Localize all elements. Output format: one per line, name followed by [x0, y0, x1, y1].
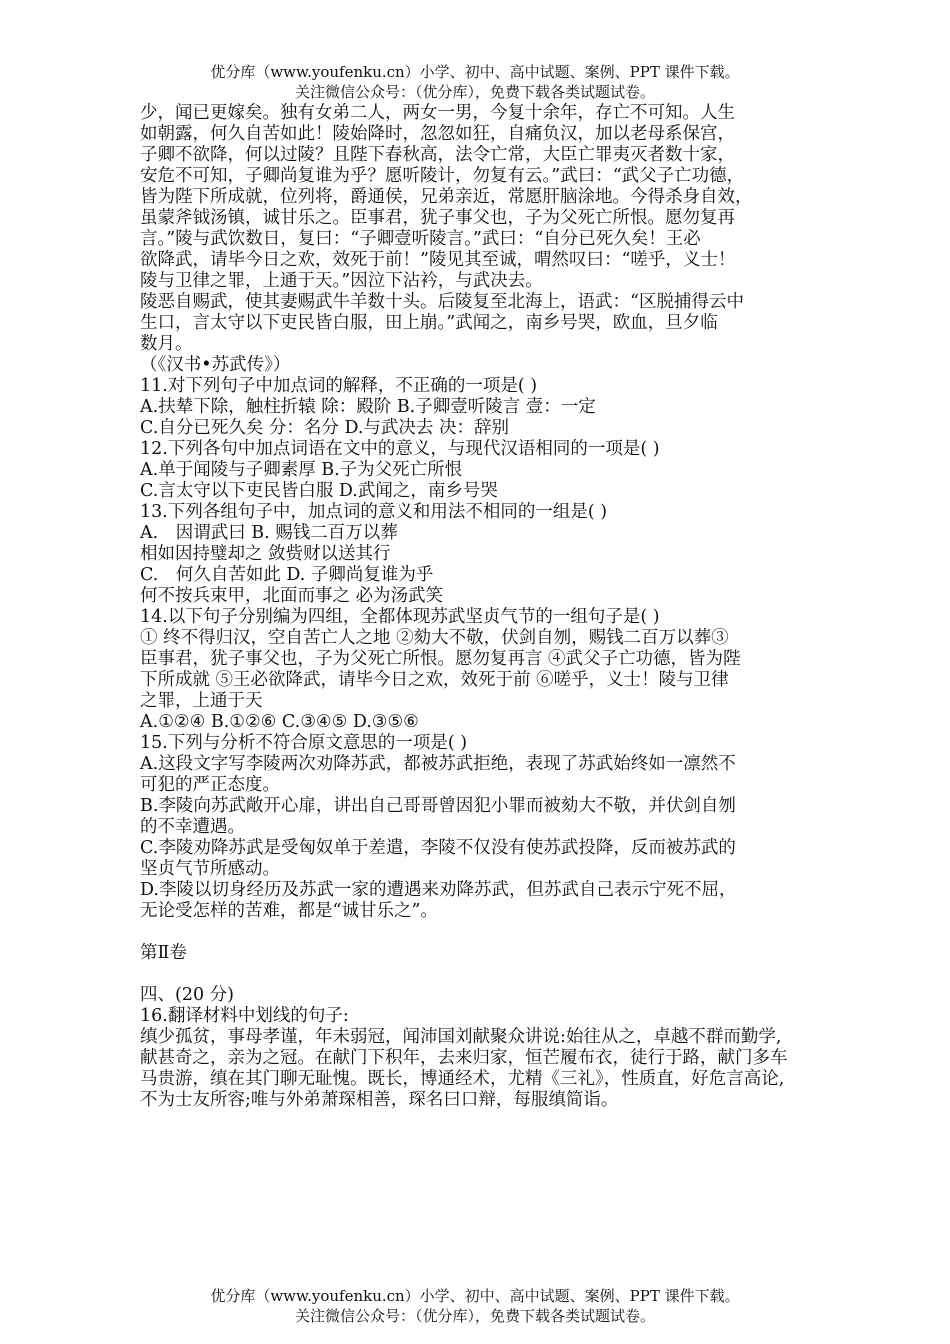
text-line: A. 因谓武曰 B. 赐钱二百万以葬: [140, 523, 398, 543]
text-line: C.自分已死久矣 分：名分 D.与武决去 决：辞别: [140, 418, 509, 438]
text-line: 生口，言太守以下吏民皆白服，田上崩。”武闻之，南乡号哭，欧血，旦夕临: [140, 313, 718, 333]
text-line: B.李陵向苏武敞开心扉，讲出自己哥哥曾因犯小罪而被劾大不敬，并伏剑自刎: [140, 796, 736, 816]
page-header: [0, 62, 950, 102]
text-line: 四、(20 分): [140, 985, 234, 1005]
text-line: 陵恶自赐武，使其妻赐武牛羊数十头。后陵复至北海上，语武：“区脱捕得云中: [140, 292, 744, 312]
header-line-2: 关注微信公众号：（优分库），免费下载各类试题试卷。: [294, 83, 655, 101]
text-line: 第Ⅱ卷: [140, 943, 187, 963]
text-line: 16.翻译材料中划线的句子:: [140, 1006, 349, 1026]
text-line: 马贵游，缜在其门聊无耻愧。既长，博通经术，尤精《三礼》，性质直，好危言高论,: [140, 1069, 785, 1089]
text-line: 的不幸遭遇。: [140, 817, 245, 837]
text-line: A.扶辇下除，触柱折辕 除：殿阶 B.子卿壹听陵言 壹：一定: [140, 397, 596, 417]
text-line: 11.对下列句子中加点词的解释，不正确的一项是( ): [140, 376, 538, 396]
text-line: 14.以下句子分别编为四组，全都体现苏武坚贞气节的一组句子是( ): [140, 607, 660, 627]
footer-line-2: 关注微信公众号：（优分库），免费下载各类试题试卷。: [294, 1307, 655, 1325]
document-body: [140, 103, 812, 1111]
text-line: 无论受怎样的苦难，都是“诚甘乐之”。: [140, 901, 438, 921]
blank-line: [140, 964, 812, 985]
header-line-1: 优分库（www.youfenku.cn）小学、初中、高中试题、案例、PPT 课件下载。: [210, 63, 740, 81]
text-line: 之罪，上通于天: [140, 691, 263, 711]
text-line: 相如因持璧却之 敛赀财以送其行: [140, 544, 391, 564]
text-line: A.这段文字写李陵两次劝降苏武，都被苏武拒绝，表现了苏武始终如一凛然不: [140, 754, 736, 774]
text-line: 坚贞气节所感动。: [140, 859, 280, 879]
text-line: A.单于闻陵与子卿素厚 B.子为父死亡所恨: [140, 460, 463, 480]
text-line: （《汉书•苏武传》）: [140, 355, 291, 375]
text-line: 陵与卫律之罪，上通于天。”因泣下沾衿，与武决去。: [140, 271, 543, 291]
text-line: 数月。: [140, 334, 193, 354]
text-line: C. 何久自苦如此 D. 子卿尚复谁为乎: [140, 565, 434, 585]
blank-line: [140, 922, 812, 943]
text-line: C.李陵劝降苏武是受匈奴单于差遣，李陵不仅没有使苏武投降，反而被苏武的: [140, 838, 736, 858]
text-line: 缜少孤贫，事母孝谨，年未弱冠，闻沛国刘献聚众讲说:始往从之，卓越不群而勤学,: [140, 1027, 782, 1047]
text-line: 如朝露，何久自苦如此！陵始降时，忽忽如狂，自痛负汉，加以老母系保宫，: [140, 124, 735, 144]
footer-line-1: 优分库（www.youfenku.cn）小学、初中、高中试题、案例、PPT 课件下载。: [210, 1287, 740, 1305]
text-line: 欲降武，请毕今日之欢，效死于前！”陵见其至诚，喟然叹曰：“嗟乎，义士！: [140, 250, 736, 270]
page-footer: [0, 1286, 950, 1326]
text-line: 可犯的严正态度。: [140, 775, 280, 795]
text-line: 献甚奇之，亲为之冠。在献门下积年，去来归家，恒芒履布衣，徒行于路，献门多车: [140, 1048, 788, 1068]
text-line: 言。”陵与武饮数日，复曰：“子卿壹听陵言。”武曰：“自分已死久矣！王必: [140, 229, 701, 249]
text-line: 不为士友所容;唯与外弟萧琛相善，琛名曰口辩，每服缜简诣。: [140, 1090, 619, 1110]
text-line: 安危不可知，子卿尚复谁为乎？愿听陵计，勿复有云。”武曰：“武父子亡功德，: [140, 166, 745, 186]
text-line: 皆为陛下所成就，位列将，爵通侯，兄弟亲近，常愿肝脑涂地。今得杀身自效，: [140, 187, 753, 207]
text-line: 少，闻已更嫁矣。独有女弟二人，两女一男，今复十余年，存亡不可知。人生: [140, 103, 735, 123]
text-line: C.言太守以下吏民皆白服 D.武闻之，南乡号哭: [140, 481, 498, 501]
text-line: 何不按兵束甲，北面而事之 必为汤武笑: [140, 586, 444, 606]
text-line: 13.下列各组句子中，加点词的意义和用法不相同的一组是( ): [140, 502, 608, 522]
text-line: 12.下列各句中加点词语在文中的意义，与现代汉语相同的一项是( ): [140, 439, 660, 459]
text-line: 15.下列与分析不符合原文意思的一项是( ): [140, 733, 468, 753]
text-line: A.①②④ B.①②⑥ C.③④⑤ D.③⑤⑥: [140, 712, 419, 732]
text-line: ① 终不得归汉，空自苦亡人之地 ②劾大不敬，伏剑自刎，赐钱二百万以葬③: [140, 628, 729, 648]
text-line: 虽蒙斧钺汤镇，诚甘乐之。臣事君，犹子事父也，子为父死亡所恨。愿勿复再: [140, 208, 735, 228]
text-line: 臣事君，犹子事父也，子为父死亡所恨。愿勿复再言 ④武父子亡功德，皆为陛: [140, 649, 741, 669]
text-line: 下所成就 ⑤王必欲降武，请毕今日之欢，效死于前 ⑥嗟乎，义士！陵与卫律: [140, 670, 729, 690]
text-line: D.李陵以切身经历及苏武一家的遭遇来劝降苏武，但苏武自己表示宁死不屈，: [140, 880, 737, 900]
text-line: 子卿不欲降，何以过陵？且陛下春秋高，法令亡常，大臣亡罪夷灭者数十家，: [140, 145, 735, 165]
